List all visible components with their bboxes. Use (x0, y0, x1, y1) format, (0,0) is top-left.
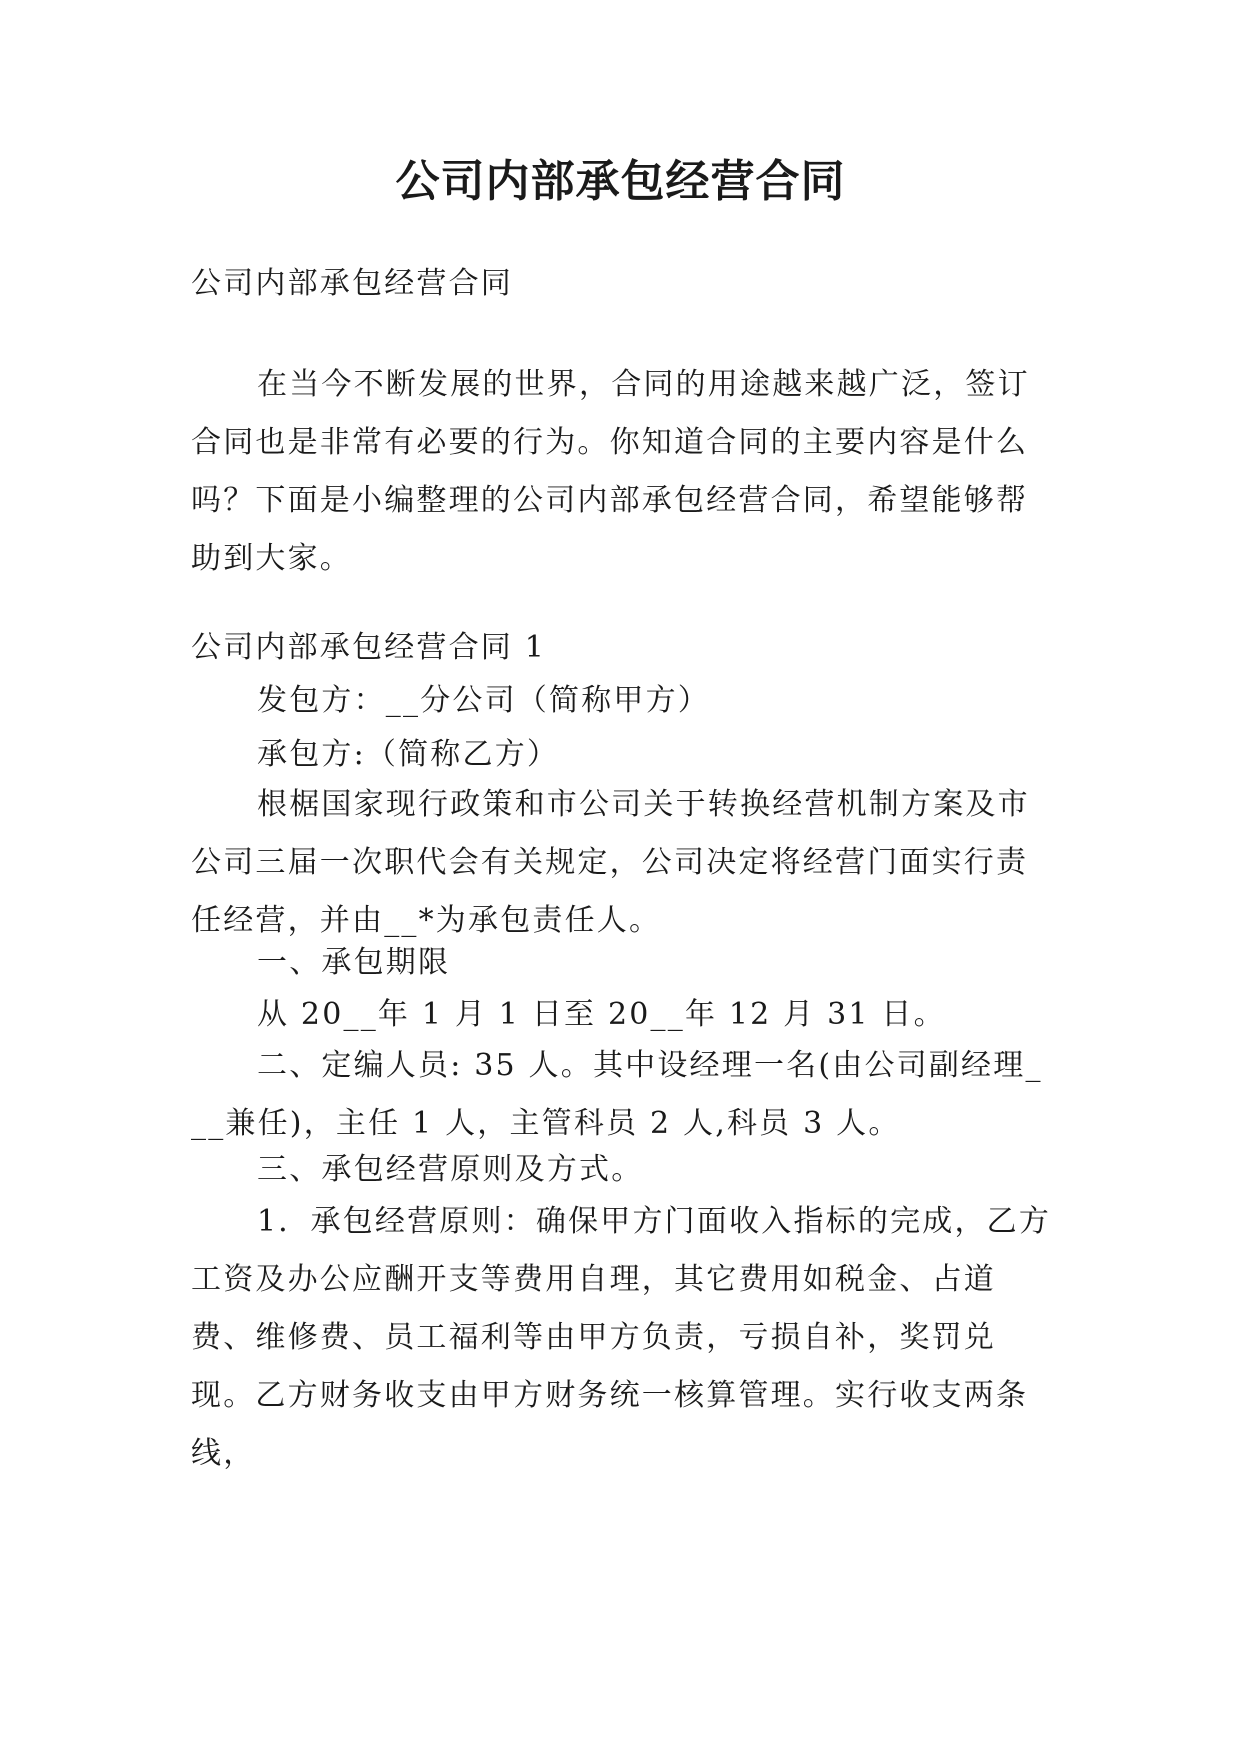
section-heading: 公司内部承包经营合同 1 (191, 630, 547, 665)
document-title: 公司内部承包经营合同 (395, 156, 846, 207)
paragraph-term-heading: 一、承包期限 (257, 945, 451, 980)
paragraph-principles-heading: 三、承包经营原则及方式。 (257, 1152, 644, 1187)
paragraph-term-dates: 从 20__年 1 月 1 日至 20__年 12 月 31 日。 (257, 997, 946, 1032)
intro-paragraph: 在当今不断发展的世界，合同的用途越来越广泛，签订合同也是非常有必要的行为。你知道合同的主要内容是什么吗？下面是小编整理的公司内部承包经营合同，希望能够帮助到大家。 (191, 367, 1030, 576)
paragraph-employer: 发包方：__分公司（简称甲方） (257, 683, 710, 718)
paragraph-staffing: 二、定编人员: 35 人。其中设经理一名(由公司副经理___兼任)，主任 1 人，主管科员 2 人,科员 3 人。 (191, 1048, 1043, 1141)
paragraph-contractor: 承包方:（简称乙方） (257, 737, 560, 772)
paragraph-basis: 根椐国家现行政策和市公司关于转换经营机制方案及市公司三届一次职代会有关规定，公司决定将经营门面实行责任经营，并由__*为承包责任人。 (191, 787, 1030, 938)
paragraph-principles: 1．承包经营原则：确保甲方门面收入指标的完成，乙方工资及办公应酬开支等费用自理，其它费用如税金、占道费、维修费、员工福利等由甲方负责，亏损自补，奖罚兑现。乙方财务收支由甲方财务统一核算管理。实行收支两条线， (191, 1204, 1052, 1471)
document-subtitle: 公司内部承包经营合同 (191, 266, 513, 301)
